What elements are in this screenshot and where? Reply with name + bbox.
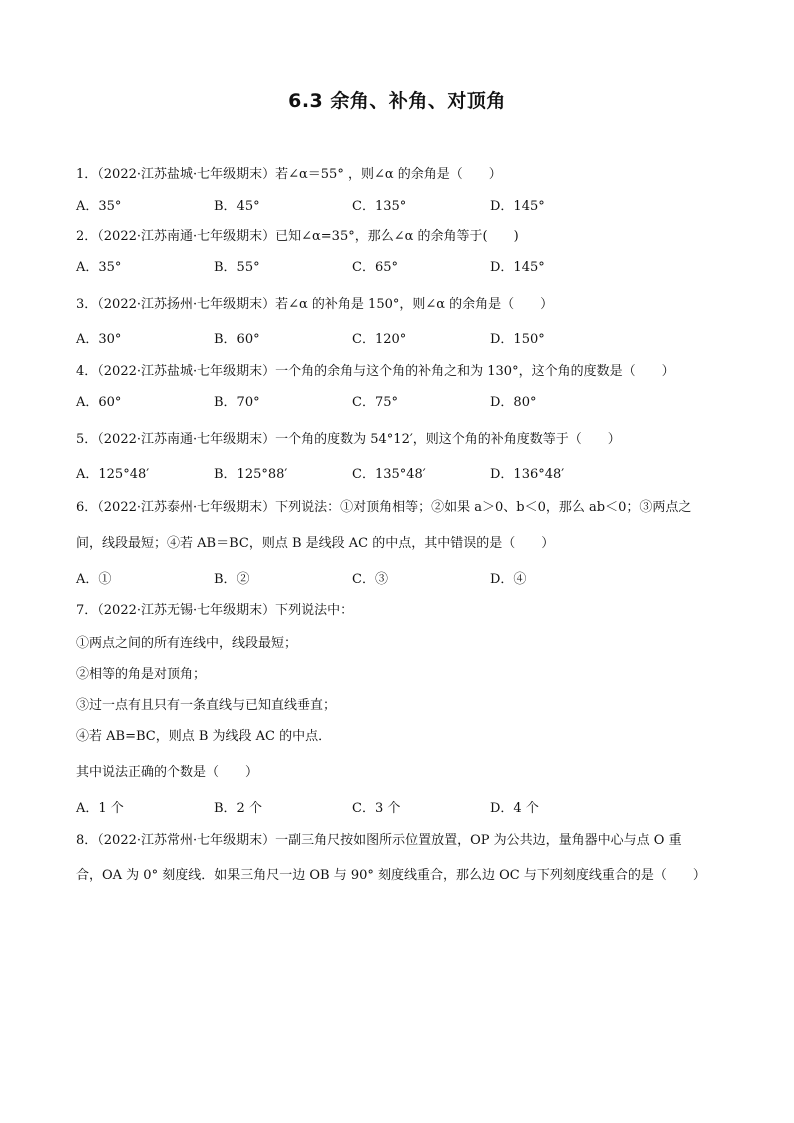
question-7-statement-3: ③过一点有且只有一条直线与已知直线垂直；: [76, 698, 337, 713]
question-4-options: [76, 395, 716, 411]
question-3-option-c[interactable]: C．120°: [352, 332, 407, 347]
question-6-stem-line-1: 6．（2022·江苏泰州·七年级期末）下列说法：①对顶角相等；②如果 a＞0、b＜0，那么 ab＜0；③两点之: [76, 500, 692, 515]
question-6-options: [76, 572, 716, 588]
question-1-option-b[interactable]: B．45°: [214, 199, 260, 214]
question-5-option-c[interactable]: C．135°48′: [352, 467, 426, 482]
question-5-option-a[interactable]: A．125°48′: [76, 467, 150, 482]
question-4-option-a[interactable]: A．60°: [76, 395, 122, 410]
question-2-stem: 2．（2022·江苏南通·七年级期末）已知∠α=35°，那么∠α 的余角等于( ): [76, 229, 519, 244]
question-5-stem: 5．（2022·江苏南通·七年级期末）一个角的度数为 54°12′，则这个角的补角度数等于（ ）: [76, 432, 621, 447]
question-3-stem: 3．（2022·江苏扬州·七年级期末）若∠α 的补角是 150°，则∠α 的余角是（ ）: [76, 297, 554, 312]
document-title: 6.3 余角、补角、对顶角: [288, 90, 506, 112]
question-4-option-c[interactable]: C．75°: [352, 395, 398, 410]
question-7-option-c[interactable]: C．3 个: [352, 801, 401, 816]
question-7-options: [76, 801, 716, 817]
question-7-option-d[interactable]: D．4 个: [490, 801, 539, 816]
question-4-option-b[interactable]: B．70°: [214, 395, 260, 410]
question-1-stem: 1．（2022·江苏盐城·七年级期末）若∠α＝55° ，则∠α 的余角是（ ）: [76, 167, 502, 182]
question-3-option-b[interactable]: B．60°: [214, 332, 260, 347]
question-2-option-b[interactable]: B．55°: [214, 260, 260, 275]
question-7-statement-1: ①两点之间的所有连线中，线段最短；: [76, 636, 298, 651]
question-6-option-d[interactable]: D．④: [490, 572, 527, 587]
question-1-option-d[interactable]: D．145°: [490, 199, 545, 214]
question-1-option-c[interactable]: C．135°: [352, 199, 407, 214]
question-1-options: [76, 199, 716, 215]
question-5-option-b[interactable]: B．125°88′: [214, 467, 288, 482]
question-8-stem-line-2: 合，OA 为 0° 刻度线．如果三角尺一边 OB 与 90° 刻度线重合，那么边 OC 与下列刻度线重合的是（ ）: [76, 868, 706, 883]
question-8-stem-line-1: 8．（2022·江苏常州·七年级期末）一副三角尺按如图所示位置放置，OP 为公共边，量角器中心与点 O 重: [76, 833, 682, 848]
question-6-option-c[interactable]: C．③: [352, 572, 388, 587]
question-1-option-a[interactable]: A．35°: [76, 199, 122, 214]
question-7-option-a[interactable]: A．1 个: [76, 801, 124, 816]
question-5-option-d[interactable]: D．136°48′: [490, 467, 565, 482]
question-6-option-a[interactable]: A．①: [76, 572, 112, 587]
question-2-option-d[interactable]: D．145°: [490, 260, 545, 275]
question-3-options: [76, 332, 716, 348]
question-4-stem: 4．（2022·江苏盐城·七年级期末）一个角的余角与这个角的补角之和为 130°，这个角的度数是（ ）: [76, 364, 675, 379]
question-5-options: [76, 467, 716, 483]
question-6-option-b[interactable]: B．②: [214, 572, 250, 587]
question-4-option-d[interactable]: D．80°: [490, 395, 537, 410]
question-6-stem-line-2: 间，线段最短；④若 AB＝BC，则点 B 是线段 AC 的中点，其中错误的是（ ）: [76, 536, 555, 551]
question-7-prompt: 其中说法正确的个数是（ ）: [76, 765, 259, 780]
question-3-option-a[interactable]: A．30°: [76, 332, 122, 347]
question-3-option-d[interactable]: D．150°: [490, 332, 545, 347]
question-7-statement-2: ②相等的角是对顶角；: [76, 667, 207, 682]
question-7-stem: 7．（2022·江苏无锡·七年级期末）下列说法中：: [76, 603, 354, 618]
question-2-options: [76, 260, 716, 276]
question-2-option-c[interactable]: C．65°: [352, 260, 398, 275]
question-7-option-b[interactable]: B．2 个: [214, 801, 262, 816]
question-7-statement-4: ④若 AB=BC，则点 B 为线段 AC 的中点．: [76, 729, 332, 744]
question-2-option-a[interactable]: A．35°: [76, 260, 122, 275]
